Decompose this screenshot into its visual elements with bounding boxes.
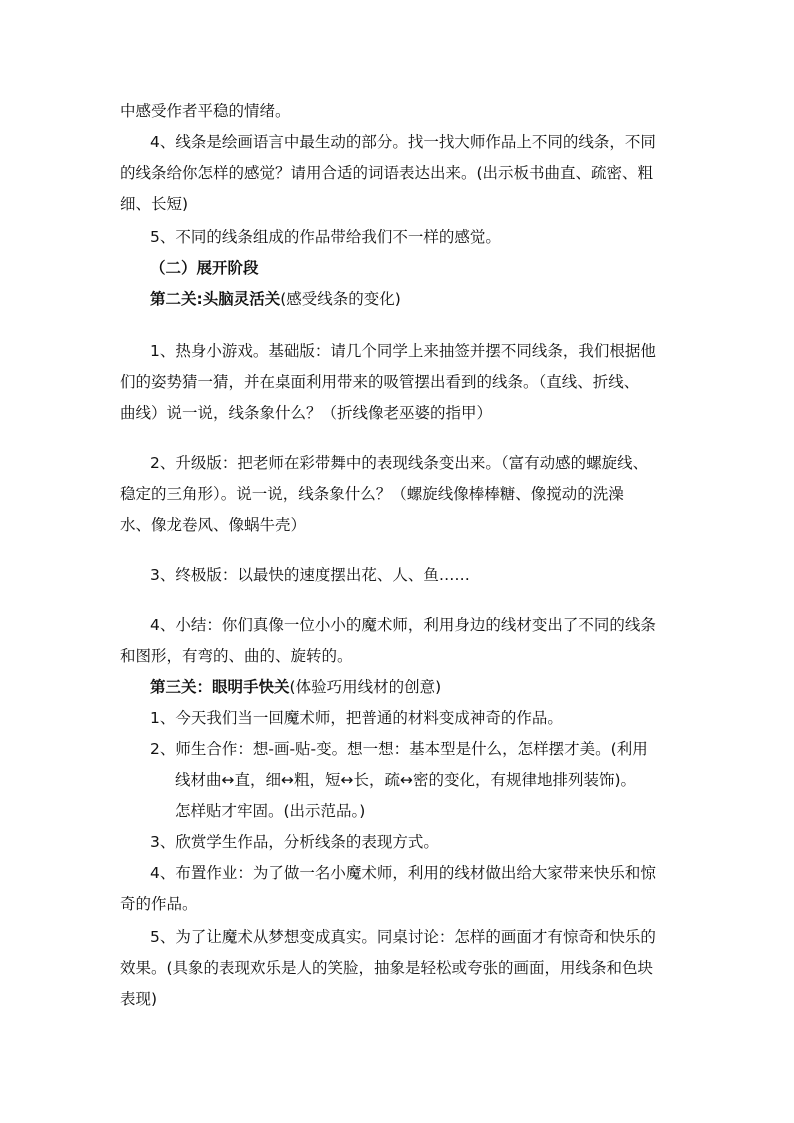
paragraph-line: 稳定的三角形）。说一说，线条象什么？（螺旋线像棒棒糖、像搅动的洗澡 — [120, 485, 624, 503]
paragraph-line: 细、长短) — [120, 195, 189, 213]
paragraph-line: 3、终极版：以最快的速度摆出花、人、鱼…… — [150, 566, 470, 584]
level-subtitle: (体验巧用线材的创意) — [289, 678, 442, 696]
paragraph-line: 2、升级版：把老师在彩带舞中的表现线条变出来。（富有动感的螺旋线、 — [150, 454, 649, 472]
paragraph-line: 5、为了让魔术从梦想变成真实。同桌讨论：怎样的画面才有惊奇和快乐的 — [150, 928, 656, 946]
paragraph-line: 的线条给你怎样的感觉？请用合适的词语表达出来。(出示板书曲直、疏密、粗 — [120, 164, 654, 182]
paragraph-line: 曲线）说一说，线条象什么？（折线像老巫婆的指甲） — [120, 404, 493, 422]
paragraph-line: 1、今天我们当一回魔术师，把普通的材料变成神奇的作品。 — [150, 709, 563, 727]
paragraph-line: 表现) — [120, 990, 158, 1008]
paragraph-line: 效果。(具象的表现欢乐是人的笑脸，抽象是轻松或夸张的画面，用线条和色块 — [120, 959, 654, 977]
paragraph-line: 1、热身小游戏。基础版：请几个同学上来抽签并摆不同线条，我们根据他 — [150, 342, 656, 360]
paragraph-line: 3、欣赏学生作品，分析线条的表现方式。 — [150, 833, 439, 851]
paragraph-line: 4、线条是绘画语言中最生动的部分。找一找大师作品上不同的线条，不同 — [150, 133, 656, 151]
paragraph-line: 奇的作品。 — [120, 895, 198, 913]
level-heading — [150, 289, 676, 309]
paragraph-line: 4、小结：你们真像一位小小的魔术师，利用身边的线材变出了不同的线条 — [150, 616, 656, 634]
level-title: 第二关:头脑灵活关 — [150, 290, 281, 308]
level-subtitle: (感受线条的变化) — [280, 290, 401, 308]
paragraph-line: 水、像龙卷风、像蜗牛壳） — [120, 516, 307, 534]
paragraph-line: 4、布置作业：为了做一名小魔术师，利用的线材做出给大家带来快乐和惊 — [150, 864, 656, 882]
paragraph-line: 和图形，有弯的、曲的、旋转的。 — [120, 647, 353, 665]
paragraph-line: 们的姿势猜一猜，并在桌面利用带来的吸管摆出看到的线条。（直线、折线、 — [120, 373, 640, 391]
level-title: 第三关：眼明手快关 — [150, 678, 290, 696]
paragraph-line: 中感受作者平稳的情绪。 — [120, 102, 291, 120]
paragraph-line: 怎样贴才牢固。(出示范品。) — [175, 802, 366, 820]
section-heading: （二）展开阶段 — [150, 259, 259, 277]
paragraph-line: 2、师生合作：想-画-贴-变。想一想：基本型是什么，怎样摆才美。(利用 — [150, 740, 648, 758]
level-heading — [150, 677, 676, 697]
paragraph-line: 线材曲↔直，细↔粗，短↔长，疏↔密的变化，有规律地排列装饰)。 — [175, 771, 636, 789]
paragraph-line: 5、不同的线条组成的作品带给我们不一样的感觉。 — [150, 228, 501, 246]
